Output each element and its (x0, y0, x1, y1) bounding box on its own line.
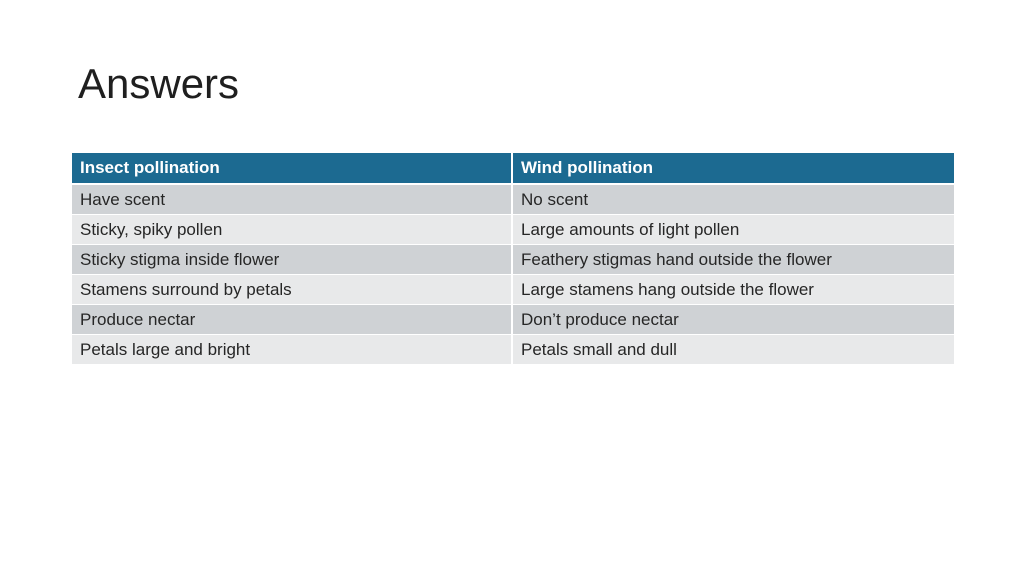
table-cell-insect: Sticky, spiky pollen (71, 215, 512, 245)
slide-title: Answers (78, 60, 240, 107)
header-wind-pollination: Wind pollination (512, 153, 955, 185)
table-cell-insect: Sticky stigma inside flower (71, 245, 512, 275)
table-cell-insect: Petals large and bright (71, 335, 512, 365)
table-cell-insect: Produce nectar (71, 305, 512, 335)
table-cell-wind: Don’t produce nectar (512, 305, 955, 335)
table-cell-wind: Feathery stigmas hand outside the flower (512, 245, 955, 275)
table-row (71, 245, 955, 275)
table-cell-insect: Stamens surround by petals (71, 275, 512, 305)
table-cell-wind: No scent (512, 184, 955, 215)
table-row (71, 184, 955, 215)
table-cell-wind: Large amounts of light pollen (512, 215, 955, 245)
table-cell-insect: Have scent (71, 184, 512, 215)
table-row (71, 275, 955, 305)
table-row (71, 305, 955, 335)
header-insect-pollination: Insect pollination (71, 153, 512, 185)
table-row (71, 335, 955, 365)
table-cell-wind: Large stamens hang outside the flower (512, 275, 955, 305)
answers-table (70, 152, 956, 365)
table-header-row (71, 153, 955, 185)
table-row (71, 215, 955, 245)
table-cell-wind: Petals small and dull (512, 335, 955, 365)
